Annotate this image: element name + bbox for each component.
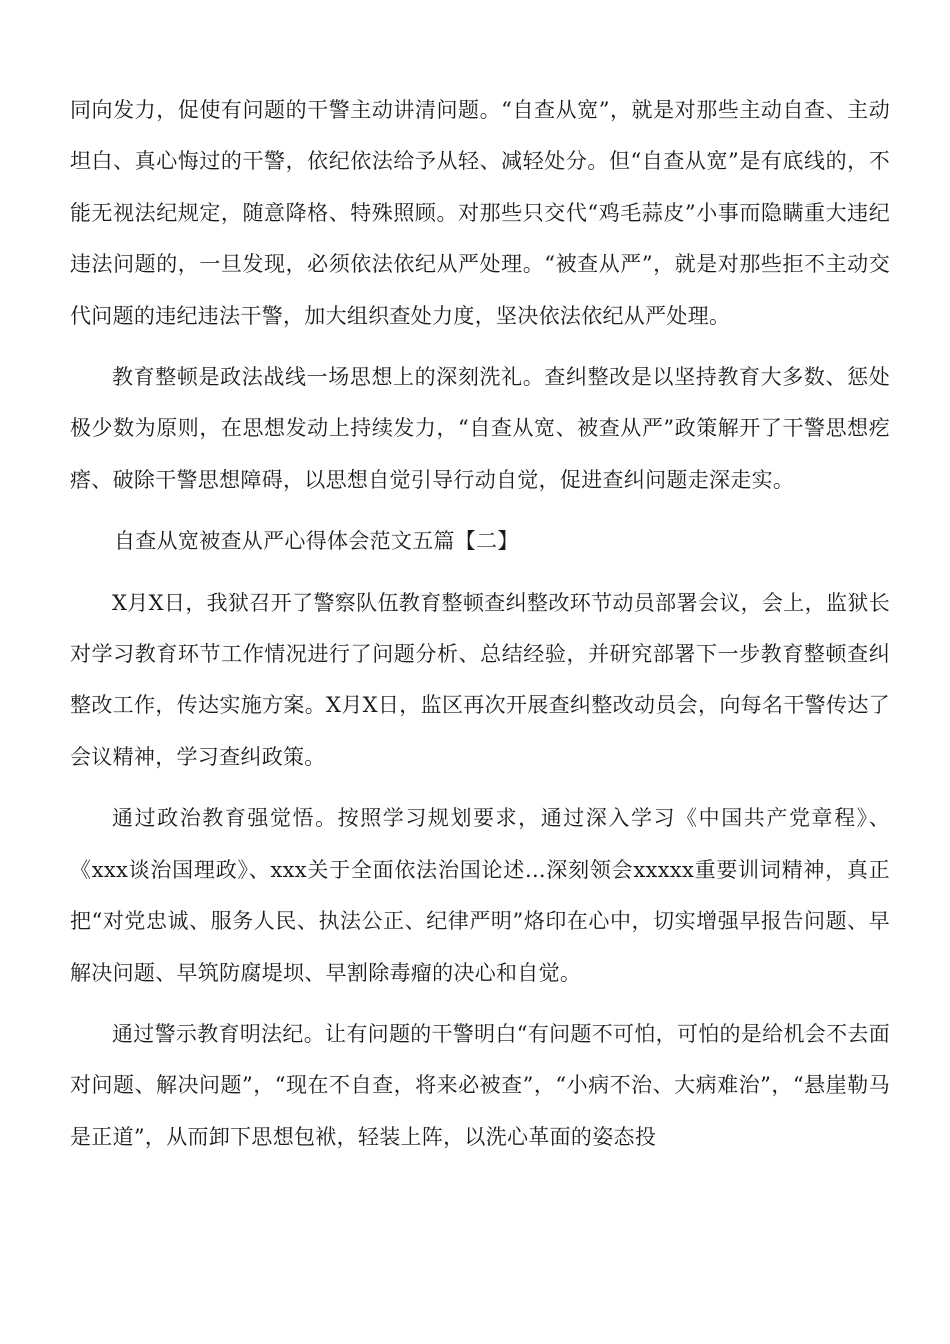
paragraph-meeting: X月X日，我狱召开了警察队伍教育整顿查纠整改环节动员部署会议，会上，监狱长对学习教育环节工作情况进行了问题分析、总结经验，并研究部署下一步教育整顿查纠整改工作，传达实施方案。X月X日，监区再次开展查纠整改动员会，向每名干警传达了会议精神，学习查纠政策。 [70, 590, 890, 769]
section-heading: 自查从宽被查从严心得体会范文五篇【二】 [114, 529, 519, 554]
paragraph-warning-education: 通过警示教育明法纪。让有问题的干警明白“有问题不可怕，可怕的是给机会不去面对问题、解决问题”，“现在不自查，将来必被查”，“小病不治、大病难治”，“悬崖勒马是正道”，从而卸下思想包袱，轻装上阵，以洗心革面的姿态投 [70, 1021, 890, 1149]
paragraph-education-rectification: 教育整顿是政法战线一场思想上的深刻洗礼。查纠整改是以坚持教育大多数、惩处极少数为原则，在思想发动上持续发力，“自查从宽、被查从严”政策解开了干警思想疙瘩、破除干警思想障碍，以思想自觉引导行动自觉，促进查纠问题走深走实。 [70, 365, 890, 492]
document-page [70, 85, 890, 1163]
paragraph-continuation: 同向发力，促使有问题的干警主动讲清问题。“自查从宽”，就是对那些主动自查、主动坦白、真心悔过的干警，依纪依法给予从轻、减轻处分。但“自查从宽”是有底线的，不能无视法纪规定，随意降格、特殊照顾。对那些只交代“鸡毛蒜皮”小事而隐瞒重大违纪违法问题的，一旦发现，必须依法依纪从严处理。“被查从严”，就是对那些拒不主动交代问题的违纪违法干警，加大组织查处力度，坚决依法依纪从严处理。 [70, 98, 890, 328]
paragraph-political-education: 通过政治教育强觉悟。按照学习规划要求，通过深入学习《中国共产党章程》、《xxx谈治国理政》、xxx关于全面依法治国论述...深刻领会xxxxx重要训词精神，真正把“对党忠诚、服务人民、执法公正、纪律严明”烙印在心中，切实增强早报告问题、早解决问题、早筑防腐堤坝、早割除毒瘤的决心和自觉。 [70, 806, 890, 985]
